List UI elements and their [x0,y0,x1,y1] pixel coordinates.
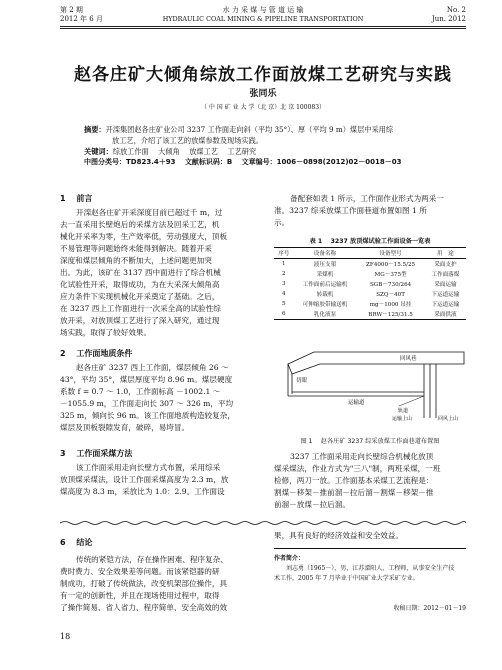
table-cell: MG－375型 [374,272,407,278]
section-heading-6: 6 结论 [60,538,93,547]
conclusion-body [60,554,258,614]
right-mid-body [274,451,466,511]
conclusion-continued: 果，具有良好的经济效益和安全效益。 [274,531,404,540]
table-row [274,299,466,309]
received-date: 收稿日期：2012－01－19 [393,605,466,612]
body-line: 放顶煤采煤法，设计工作面采煤高度为 2.3 m，放 [60,475,229,484]
table-row [274,259,466,270]
body-line: 传统的紧铠方法，存在操作困难、程序复杂、 [76,555,228,564]
abstract-line: 开滦集团赵各庄矿业公司 3237 工作面走向斜（平均 35°）、厚（平均 9 m）煤层中采用综 [105,125,394,134]
body-line: 煤层及顶板裂隙发育，破碎，易垮冒。 [60,423,190,432]
body-line: 应力条件下实现机械化开采奠定了基础。之后， [60,292,220,301]
section-3-body [60,462,258,498]
body-line: 割煤－移架－推前溜－拉后溜－割煤－移架－推 [274,488,434,497]
label-belt: 运输上山 [392,416,413,422]
author-intro-label: 作者简介： [274,555,305,562]
header-rule [60,26,466,27]
table-cell: 工作面落煤 [431,272,460,278]
table-cell: 乳化液泵 [313,312,337,318]
table-cell: 采面供液 [434,312,457,318]
journal-title-en: HYDRAULIC COAL MINING & PIPELINE TRANSPORTATION [162,15,364,23]
article-author: 张同乐 [249,89,277,99]
body-line: 43°，平均 35°，煤层厚度平均 8.96 m。煤层硬度 [60,375,233,384]
table-cell: mg－1000 吊挂 [369,302,412,308]
table-cell: 工作面前后运输机 [302,282,348,288]
body-line: 系数 f = 0.7 ～ 1.0，工作面标高 －1002.1 ～ [60,387,221,396]
body-line: 制成功，打破了传统做法，改变机架部位操作，具 [60,579,228,588]
keywords-label: 关键词： [84,147,113,156]
table-cell: 2 [282,271,286,277]
table-cell: 采面运输 [434,282,457,288]
keywords: 综放工作面 大倾角 放煤工艺 工艺研究 [112,147,257,156]
table-header: 用 途 [436,251,454,257]
table-cell: SZQ－40T [376,292,405,298]
abstract-label: 摘要： [84,125,106,134]
body-line: 煤高度为 8.3 m，采放比为 1.0：2.9。工作面设 [60,487,225,496]
table-cell: SGB－730/264 [369,282,412,288]
body-line: 赵各庄矿 3237 西上工作面，煤层倾角 26 ～ [76,363,229,372]
table-cell: 转载机 [316,292,334,298]
body-line: 化试验性开采，取得成功，为在大采深大倾角高 [60,280,220,289]
body-line: 准。3237 综采放煤工作面巷道布置如图 1 所 [274,206,427,215]
return-roadway-outline [288,352,464,374]
article-title: 赵各庄矿大倾角综放工作面放煤工艺研究与实践 [74,65,452,85]
table-cell: 4 [282,291,286,297]
body-line: 械化开采率为零，生产效率低，劳动强度大，顶板 [60,232,228,241]
table-row [274,309,466,320]
body-line: 不易管理等问题始终未能得到解决。随着开采 [60,244,212,253]
section-1-body [60,207,258,339]
body-line: 场实践，取得了较好效果。 [60,328,152,337]
abstract [84,124,444,168]
table-cell: 可伸缩胶带输送机 [302,302,348,308]
label-leader [399,396,424,406]
date-left: 2012 年 6 月 [60,15,103,23]
body-line: 深度和煤层倾角的不断加大，上述问题更加突 [60,256,212,265]
journal-title-cn: 水 力 采 煤 与 管 道 运 输 [222,6,304,14]
body-line: 该工作面采用走向长壁方式布置，采用综采 [76,463,221,472]
table-cell: 下运道运输 [431,292,460,298]
section-heading-1: 1 前言 [60,194,93,203]
body-line: 了操作简易、省人省力、程序简单、安全高效的效 [60,603,228,612]
date-right: Jun. 2012 [431,15,466,23]
table-header: 序号 [278,251,290,257]
table-cell: BRW－125/31.5 [368,312,413,318]
classification-line: 中图分类号：TD823.4＋93 文献标识码：B 文章编号：1006－0898(2012)02－0018－03 [84,158,402,166]
body-line: 有一定的创新性，并且在现场使用过程中，取得 [60,591,220,600]
section-2-body [60,362,258,434]
body-line: 放开采，对放顶煤工艺进行了深入研究，通过现 [60,316,220,325]
table-cell: 液压支架 [313,262,337,268]
body-line: 检修，两刀一放。工作面基本采煤工艺流程是： [274,476,434,485]
table-cell: 采面支护 [434,262,457,268]
author-affiliation: （ 中 国 矿 业 大 学（北 京）北 京 100083） [200,104,326,111]
body-line: 前溜－放煤－拉后溜。 [274,500,350,509]
table-1-caption: 表 1 3237 放顶煤试验工作面设备一览表 [309,238,431,245]
table-cell: 采煤机 [316,272,334,278]
table-cell: ZF4000－15.5/25 [366,262,416,268]
table-row [274,269,466,279]
table-row [274,289,466,299]
header-rule-2 [60,28,466,29]
page-number: 18 [60,632,71,641]
body-line: 325 m，倾向长 96 m。该工作面地质构造较复杂， [60,411,235,420]
body-line: 出。为此，该矿在 3137 西中面进行了综合机械 [60,268,221,277]
table-cell: 下运道运输 [431,302,460,308]
table-header: 设备型号 [379,251,402,257]
label-return-incline: 回风上山 [438,416,459,422]
figure-1-roadway-layout [274,322,466,422]
table-1 [274,247,466,320]
page-splice-divider [60,520,466,526]
body-line: 开滦赵各庄矿开采深度目前已超过千 m，过 [76,208,223,217]
body-line: －1055.9 m，工作面走向长 307 ～ 326 m，平均 [60,399,234,408]
right-intro-body [274,193,466,229]
label-haulage: 运输道 [348,400,365,406]
table-cell: 3 [282,281,286,287]
label-return-roadway: 回风巷 [400,356,417,362]
issue-left: 第 2 期 [60,6,83,14]
table-header: 设备名称 [313,251,337,257]
body-line: 示。 [274,218,290,227]
body-line: 费时费力、安全效果差等问题。而该紧铠器的研 [60,567,220,576]
label-open-cut: 切眼 [296,378,308,384]
body-line: 煤采煤法，作业方式为"三八"制，两班采煤，一班 [274,464,441,473]
table-cell: 5 [282,301,286,307]
issue-right: No. 2 [446,6,466,14]
author-intro-line: 刘志勇（1965－），男，江苏溧阳人，工程师，从事安全生产技 [286,565,455,572]
body-line: 在 3237 西上工作面进行一次采全高的试验性综 [60,304,221,313]
table-row [274,279,466,289]
label-rail: 轨道 [398,408,409,414]
table-cell: 6 [282,311,286,317]
section-heading-3: 3 工作面采煤方法 [60,449,133,458]
body-line: 3237 工作面采用走向长壁综合机械化放顶 [290,452,434,461]
footnote-rule [274,548,466,549]
body-line: 去一直采用长壁炮后的采煤方法及回采工艺，机 [60,220,220,229]
author-intro [274,554,466,584]
table-cell: 1 [282,261,286,267]
author-intro-line: 术工作，2005 年 7 月毕业于中国矿业大学采矿专业。 [274,575,419,582]
abstract-line: 放工艺，介绍了该工艺的放煤参数及现场实践。 [112,136,263,145]
section-heading-2: 2 工作面地质条件 [60,349,133,358]
body-line: 备配套如表 1 所示，工作面作业形式为两采一 [290,194,444,203]
figure-1-caption: 图 1 赵各庄矿 3237 综采放煤工作面巷道布置图 [300,438,440,445]
